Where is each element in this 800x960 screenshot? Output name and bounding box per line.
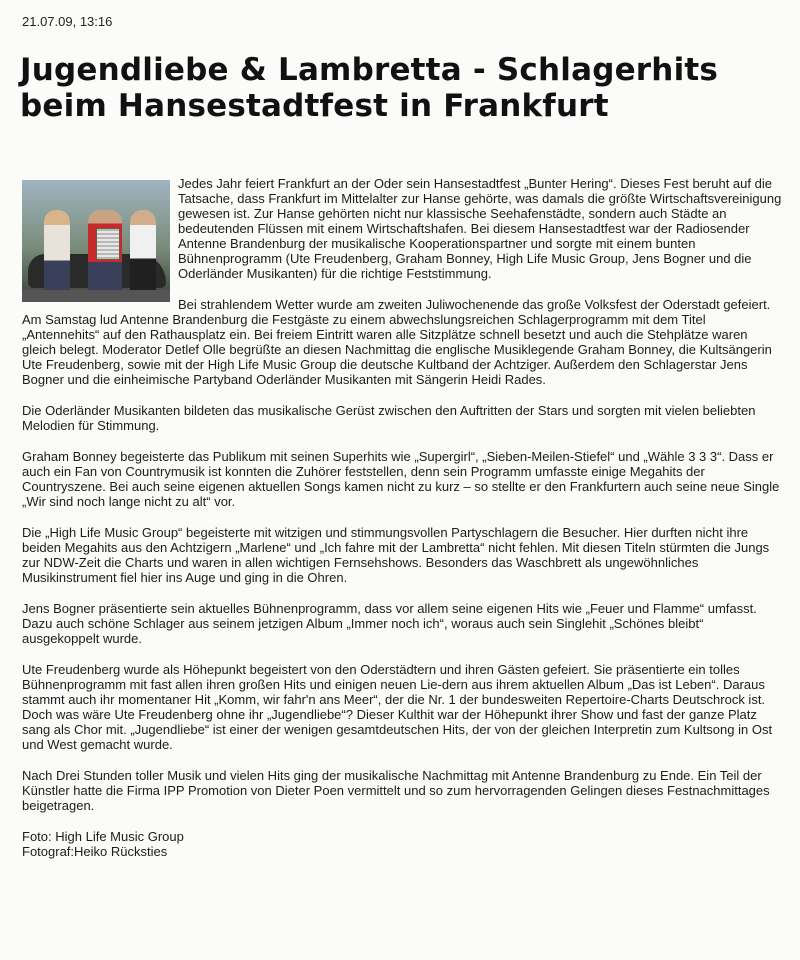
photo-person-left <box>44 210 70 294</box>
photographer-credit: Fotograf:Heiko Rücksties <box>22 844 168 859</box>
headline: Jugendliebe & Lambretta - Schlagerhits beim Hansestadtfest in Frankfurt <box>20 52 719 124</box>
paragraph-bogner: Jens Bogner präsentierte sein aktuelles Bühnenprogramm, dass vor allem seine eigenen Hits wie „Feuer und Flamme“ umfasst. Dazu auch schöne Schlager aus seinem jetzigen Album „Immer noch ich“, woraus auch sein Singlehit „Schönes bleibt“ ausgekoppelt wurde. <box>22 601 757 646</box>
photo-washboard <box>96 228 120 260</box>
paragraph-closing: Nach Drei Stunden toller Musik und vielen Hits ging der musikalische Nachmittag mit Antenne Brandenburg zu Ende. Ein Teil der Künstler hatte die Firma IPP Promotion von Dieter Poen vermittelt und so zum hervorragenden Gelingen dieses Festnachmittages beigetragen. <box>22 768 770 813</box>
band-photo <box>22 180 170 302</box>
paragraph-intro: Jedes Jahr feiert Frankfurt an der Oder sein Hansestadtfest „Bunter Hering“. Dieses Fest beruht auf die Tatsache, dass Frankfurt im Mittelalter zur Hanse gehörte, was damals die größte Wirtschaftsvereinigung gewesen ist. Zur Hanse gehörten nicht nur klassische Seehafenstädte, sondern auch Städte an bedeutenden Flüssen mit einem Wirtschaftshafen. Bei diesem Hansestadtfest war der Radiosender Antenne Brandenburg der musikalische Kooperationspartner und sorgte mit einem bunten Bühnenprogramm (Ute Freudenberg, Graham Bonney, High Life Music Group, Jens Bogner und die Oderländer Musikanten) für die richtige Feststimmung. <box>178 176 782 281</box>
credits <box>22 829 782 859</box>
date-stamp: 21.07.09, 13:16 <box>22 14 113 29</box>
paragraph-musikanten: Die Oderländer Musikanten bildeten das musikalische Gerüst zwischen den Auftritten der Stars und sorgten mit vielen beliebten Melodien für Stimmung. <box>22 403 756 433</box>
paragraph-freudenberg: Ute Freudenberg wurde als Höhepunkt begeistert von den Oderstädtern und ihren Gästen gefeiert. Sie präsentierte ein tolles Bühnenprogramm mit fast allen ihren großen Hits und einigen neuen Lie-dern aus ihrem aktuellen Album „Das ist Leben“. Daraus stammt auch ihr momentaner Hit „Komm, wir fahr'n ans Meer“, der die Nr. 1 der bundesweiten Repertoire-Charts Deutschrock ist. Doch was wäre Ute Freudenberg ohne ihr „Jugendliebe“? Dieser Kulthit war der Höhepunkt ihrer Show und fast der ganze Platz sang als Chor mit. „Jugendliebe“ ist einer der wenigen gesamtdeutschen Hits, der von der gleichen Interpretin zum Kultsong in Ost und West gemacht wurde. <box>22 662 773 752</box>
photo-person-right <box>130 210 156 294</box>
photo-ground <box>22 290 170 302</box>
photo-credit: Foto: High Life Music Group <box>22 829 184 844</box>
paragraph-high-life: Die „High Life Music Group“ begeisterte mit witzigen und stimmungsvollen Partyschlagern die Besucher. Hier durften nicht ihre beiden Megahits aus den Achtzigern „Marlene“ und „Ich fahre mit der Lambretta“ nicht fehlen. Mit diesen Titeln stürmten die Jungs zur NDW-Zeit die Charts und waren in allen wichtigen Fernsehshows. Besonders das Waschbrett als ungewöhnliches Musikinstrument fiel hier ins Auge und ging in die Ohren. <box>22 525 770 585</box>
paragraph-bonney: Graham Bonney begeisterte das Publikum mit seinen Superhits wie „Supergirl“, „Sieben-Meilen-Stiefel“ und „Wähle 3 3 3“. Dass er auch ein Fan von Countrymusik ist konnten die Zuhörer feststellen, denn sein Programm umfasste einige Megahits der Countryszene. Bei auch seine eigenen aktuellen Songs kamen nicht zu kurz – so stellte er den Frankfurtern auch seine neue Single „Wir sind noch lange nicht zu alt“ vor. <box>22 449 780 509</box>
article-body <box>22 176 782 859</box>
paragraph-event: Bei strahlendem Wetter wurde am zweiten Juliwochenende das große Volksfest der Oderstadt gefeiert. Am Samstag lud Antenne Brandenburg die Festgäste zu einem abwechslungsreichen Schlagerprogramm mit dem Titel „Antennehits“ auf den Rathausplatz ein. Bei freiem Eintritt waren alle Sitzplätze schnell besetzt und auch die Stehplätze waren gleich belegt. Moderator Detlef Olle begrüßte an diesen Nachmittag die englische Musiklegende Graham Bonney, die Kultsängerin Ute Freudenberg, sowie mit der High Life Music Group die deutsche Kultband der Achtziger. Außerdem den Schlagerstar Jens Bogner und die einheimische Partyband Oderländer Musikanten mit Sängerin Heidi Rades. <box>22 297 772 387</box>
